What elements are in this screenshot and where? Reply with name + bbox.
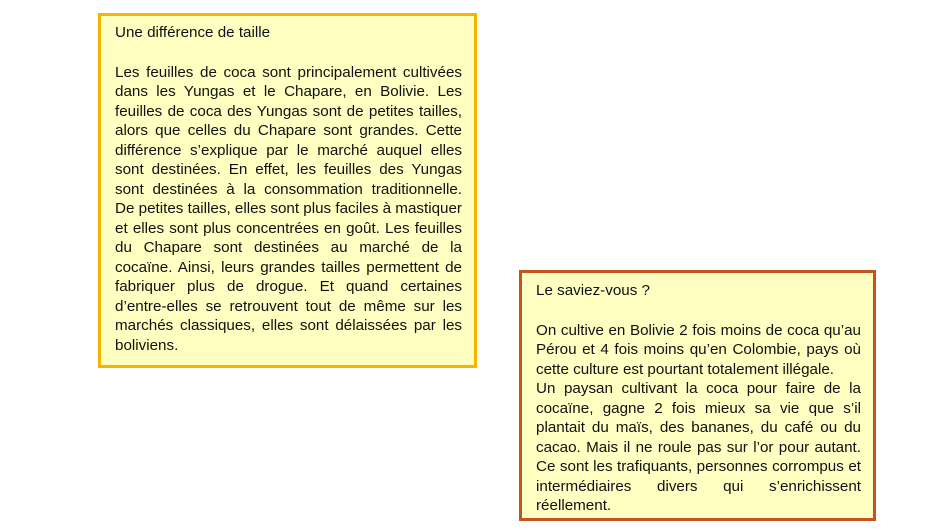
did-you-know-paragraph-2: Un paysan cultivant la coca pour faire de la cocaïne, gagne 2 fois mieux sa vie que s’il plantait du maïs, des bananes, du café ou du cacao. Mais il ne roule pas sur l’or pour autant. Ce sont les trafiquants, personnes corrompus et intermédiaires divers qui s’enrichissent réellement. xyxy=(536,380,861,514)
size-difference-textbox xyxy=(98,13,477,368)
size-difference-body: Les feuilles de coca sont principalement cultivées dans les Yungas et le Chapare, en Bolivie. Les feuilles de coca des Yungas sont de petites tailles, alors que celles du Chapare sont grandes. Cette différence s’explique par le marché auquel elles sont destinées. En effet, les feuilles des Yungas sont destinées à la consommation traditionnelle. De petites tailles, elles sont plus faciles à mastiquer et elles sont plus concentrées en goût. Les feuilles du Chapare sont destinées au marché de la cocaïne. Ainsi, leurs grandes tailles permettent de fabriquer plus de drogue. Et quand certaines d’entre-elles se retrouvent tout de même sur les marchés classiques, elles sont délaissées par les boliviens. xyxy=(115,63,462,354)
did-you-know-title: Le saviez-vous ? xyxy=(536,282,650,299)
did-you-know-textbox xyxy=(519,270,876,521)
did-you-know-paragraph-1: On cultive en Bolivie 2 fois moins de coca qu’au Pérou et 4 fois moins qu’en Colombie, pays où cette culture est pourtant totalement illégale. xyxy=(536,321,861,378)
size-difference-title: Une différence de taille xyxy=(115,24,271,41)
